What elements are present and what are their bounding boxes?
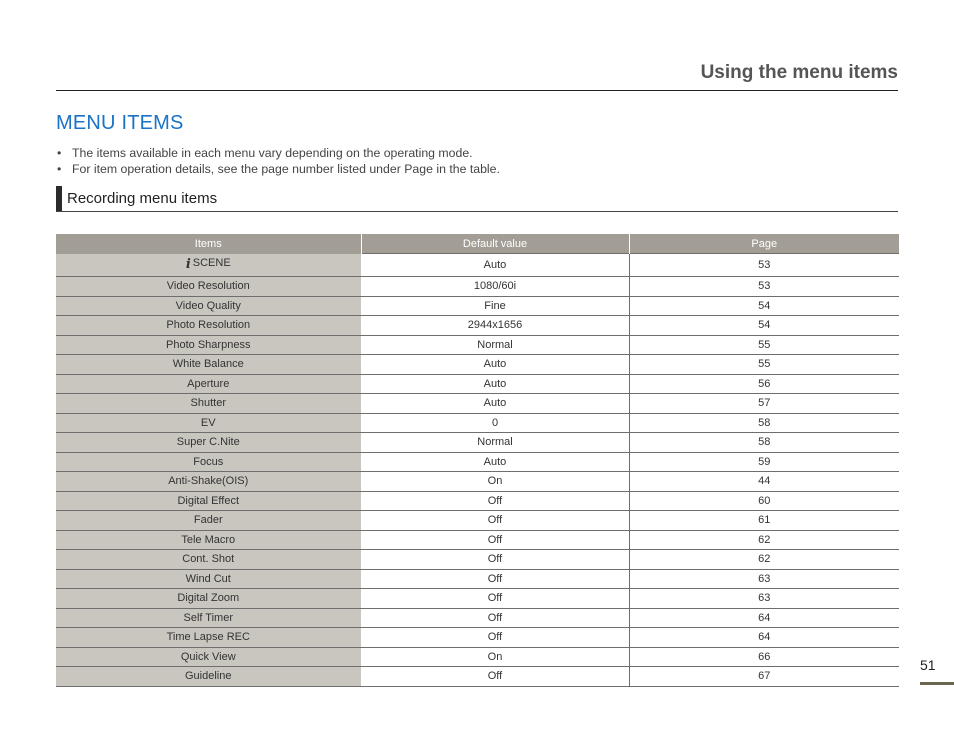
default-value-cell: On [361,472,629,492]
page-cell: 53 [629,254,899,277]
item-cell: EV [56,413,361,433]
header-title: Using the menu items [700,62,898,83]
page-cell: 54 [629,316,899,336]
item-cell: Video Quality [56,296,361,316]
page-cell: 59 [629,452,899,472]
subsection-title: Recording menu items [67,190,218,207]
table-row [56,667,899,687]
table-row [56,296,899,316]
item-cell: Super C.Nite [56,433,361,453]
default-value-cell: Fine [361,296,629,316]
item-cell: Photo Resolution [56,316,361,336]
item-cell: Shutter [56,394,361,414]
page-cell: 64 [629,608,899,628]
page-number-rule [920,682,954,685]
table-row [56,628,899,648]
page-cell: 54 [629,296,899,316]
default-value-cell: Off [361,491,629,511]
table-row [56,413,899,433]
subsection-heading [56,186,898,212]
recording-menu-table [56,234,899,687]
default-value-cell: Normal [361,433,629,453]
header-divider [56,90,898,91]
page-cell: 58 [629,433,899,453]
default-value-cell: 2944x1656 [361,316,629,336]
page-cell: 62 [629,530,899,550]
table-row [56,277,899,297]
item-cell [56,254,361,277]
page-cell: 44 [629,472,899,492]
page-cell: 64 [629,628,899,648]
default-value-cell: Off [361,667,629,687]
item-cell: Digital Zoom [56,589,361,609]
table-row [56,608,899,628]
default-value-cell: Off [361,530,629,550]
default-value-cell: Auto [361,452,629,472]
item-cell: Focus [56,452,361,472]
item-cell: Tele Macro [56,530,361,550]
default-value-cell: Off [361,608,629,628]
item-cell: Digital Effect [56,491,361,511]
item-cell: Cont. Shot [56,550,361,570]
item-cell: Anti-Shake(OIS) [56,472,361,492]
table-row [56,452,899,472]
item-cell: Video Resolution [56,277,361,297]
item-cell: Guideline [56,667,361,687]
default-value-cell: Auto [361,254,629,277]
default-value-cell: 0 [361,413,629,433]
page-cell: 63 [629,589,899,609]
item-cell: Time Lapse REC [56,628,361,648]
table-row [56,569,899,589]
column-header-page: Page [629,234,899,254]
default-value-cell: Off [361,511,629,531]
default-value-cell: Off [361,589,629,609]
item-cell: Fader [56,511,361,531]
item-cell: Aperture [56,374,361,394]
page-cell: 55 [629,335,899,355]
table-row [56,530,899,550]
item-cell: Photo Sharpness [56,335,361,355]
section-title: MENU ITEMS [56,112,184,134]
page-cell: 62 [629,550,899,570]
page-cell: 63 [629,569,899,589]
default-value-cell: Normal [361,335,629,355]
item-cell: Wind Cut [56,569,361,589]
default-value-cell: Off [361,550,629,570]
page-cell: 60 [629,491,899,511]
default-value-cell: Auto [361,394,629,414]
table-row [56,394,899,414]
column-header-default-value: Default value [361,234,629,254]
table-row [56,374,899,394]
default-value-cell: Off [361,569,629,589]
page-cell: 57 [629,394,899,414]
page-cell: 56 [629,374,899,394]
page-cell: 67 [629,667,899,687]
item-label: SCENE [192,257,231,270]
item-cell: Self Timer [56,608,361,628]
page-cell: 58 [629,413,899,433]
table-row [56,491,899,511]
item-cell: White Balance [56,355,361,375]
page-cell: 53 [629,277,899,297]
table-row [56,316,899,336]
table-row [56,335,899,355]
page-number: 51 [920,657,936,673]
table-row [56,355,899,375]
table-header-row [56,234,899,254]
table-row [56,433,899,453]
table-row [56,550,899,570]
default-value-cell: Off [361,628,629,648]
page-cell: 55 [629,355,899,375]
default-value-cell: Auto [361,355,629,375]
table-row [56,254,899,277]
info-bullet-list [57,146,500,177]
default-value-cell: Auto [361,374,629,394]
table-row [56,647,899,667]
intelli-auto-icon: i [185,257,191,273]
page-cell: 61 [629,511,899,531]
column-header-items: Items [56,234,361,254]
page-cell: 66 [629,647,899,667]
table-row [56,589,899,609]
table-row [56,511,899,531]
default-value-cell: On [361,647,629,667]
bullet-item: • The items available in each menu vary depending on the operating mode. [57,146,500,162]
bullet-item: • For item operation details, see the page number listed under Page in the table. [57,162,500,178]
default-value-cell: 1080/60i [361,277,629,297]
subsection-marker [56,186,62,211]
table-row [56,472,899,492]
item-cell: Quick View [56,647,361,667]
